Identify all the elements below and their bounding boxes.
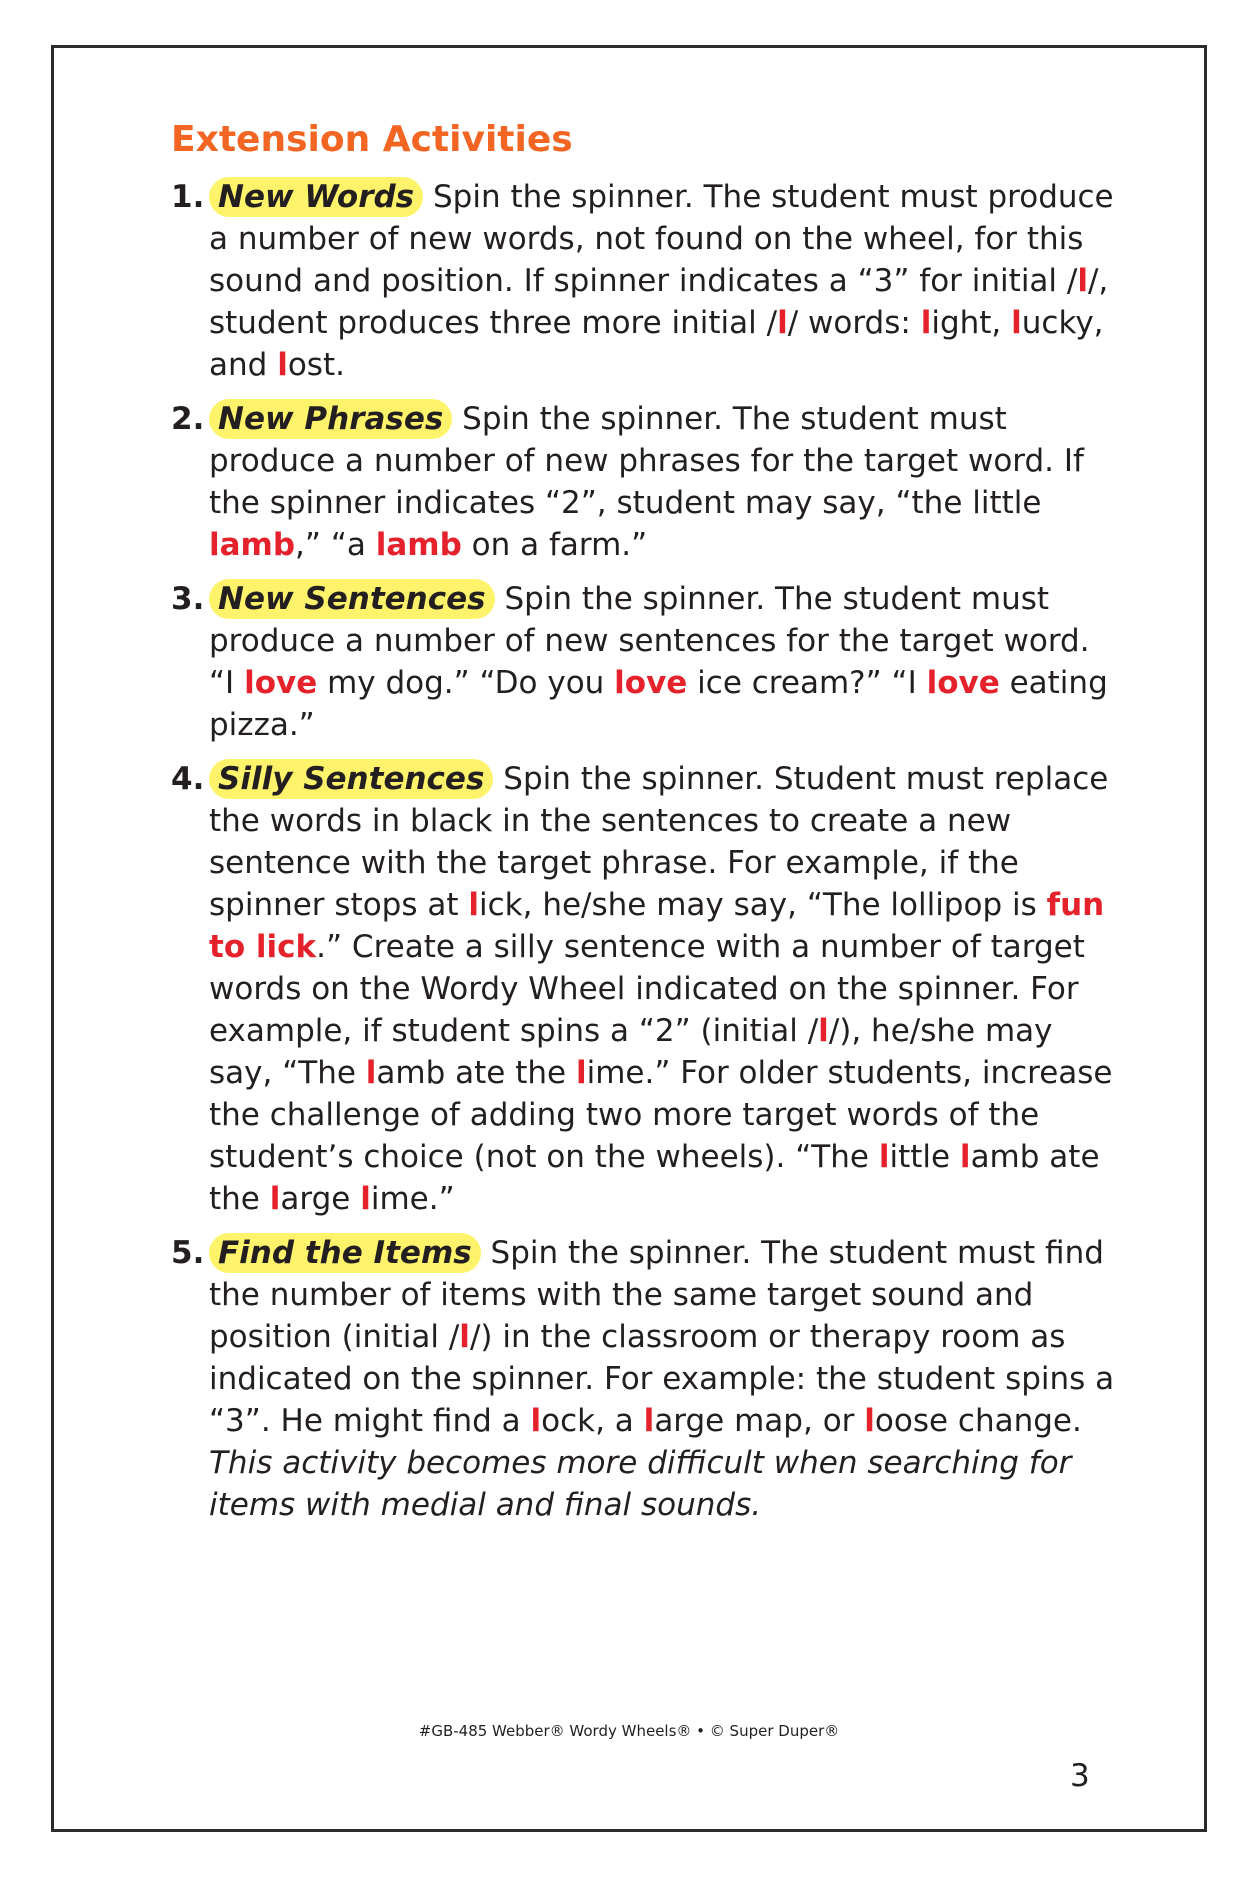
- target-sound-highlight: l: [530, 1403, 542, 1439]
- target-sound-highlight: l: [777, 305, 788, 341]
- target-sound-highlight: l: [468, 887, 480, 923]
- target-sound-highlight: love: [926, 665, 1000, 701]
- item-number: 1.: [171, 179, 205, 215]
- target-sound-highlight: l: [269, 1181, 281, 1217]
- target-sound-highlight: l: [1077, 263, 1088, 299]
- target-sound-highlight: love: [244, 665, 318, 701]
- target-sound-highlight: lamb: [375, 527, 462, 563]
- target-sound-highlight: fun to lick: [209, 887, 1105, 965]
- activity-title-tag: Silly Sentences: [209, 759, 493, 799]
- footer-credit: #GB-485 Webber® Wordy Wheels® • © Super Duper®: [418, 1722, 840, 1740]
- target-sound-highlight: l: [277, 347, 288, 383]
- activity-item-5: [0, 1232, 1117, 1526]
- section-heading: Extension Activities: [171, 119, 573, 160]
- target-sound-highlight: l: [365, 1055, 377, 1091]
- activity-item-2: [0, 398, 1117, 566]
- target-sound-highlight: l: [864, 1403, 875, 1439]
- item-number: 3.: [171, 581, 205, 617]
- activity-list: [0, 176, 1258, 1526]
- activity-title-tag: New Words: [209, 177, 423, 217]
- item-number: 5.: [171, 1235, 205, 1271]
- target-sound-highlight: l: [1011, 305, 1022, 341]
- target-sound-highlight: l: [643, 1403, 655, 1439]
- target-sound-highlight: l: [920, 305, 932, 341]
- target-sound-highlight: l: [575, 1055, 587, 1091]
- italic-note: This activity becomes more difficult when searching for items with medial and final sounds.: [209, 1445, 1072, 1523]
- activity-item-3: [0, 578, 1117, 746]
- activity-description: Spin the spinner. The student must produce a number of new sentences for the target word. “I love my dog.” “Do you love ice cream?” “I love eating pizza.”: [209, 581, 1108, 743]
- activity-item-4: [0, 758, 1117, 1220]
- activity-description: Spin the spinner. The student must produce a number of new words, not found on the wheel, for this sound and position. If spinner indicates a “3” for initial /l/, student produces three more initial /l/ words: light, lucky, and lost.: [209, 179, 1114, 383]
- target-sound-highlight: love: [614, 665, 688, 701]
- target-sound-highlight: l: [878, 1139, 890, 1175]
- activity-description: Spin the spinner. Student must replace the words in black in the sentences to create a new sentence with the target phrase. For example, if the spinner stops at lick, he/she may say, “The lollipop is fun to lick.” Create a silly sentence with a number of target words on the Wordy Wheel indicated on the spinner. For example, if student spins a “2” (initial /l/), he/she may say, “The lamb ate the lime.” For older students, increase the challenge of adding two more target words of the student’s choice (not on the wheels). “The little lamb ate the large lime.”: [209, 761, 1113, 1217]
- target-sound-highlight: l: [459, 1319, 470, 1355]
- target-sound-highlight: l: [360, 1181, 371, 1217]
- item-number: 4.: [171, 761, 205, 797]
- activity-item-1: [0, 176, 1117, 386]
- target-sound-highlight: lamb: [209, 527, 296, 563]
- item-number: 2.: [171, 401, 205, 437]
- activity-description: Spin the spinner. The student must produce a number of new phrases for the target word. If the spinner indicates “2”, student may say, “the little lamb,” “a lamb on a farm.”: [209, 401, 1084, 563]
- activity-title-tag: New Sentences: [209, 579, 495, 619]
- target-sound-highlight: l: [818, 1013, 829, 1049]
- target-sound-highlight: l: [959, 1139, 971, 1175]
- activity-title-tag: New Phrases: [209, 399, 452, 439]
- page-number: 3: [1070, 1758, 1090, 1794]
- activity-description: Spin the spinner. The student must find the number of items with the same target sound and position (initial /l/) in the classroom or therapy room as indicated on the spinner. For example: the student spins a “3”. He might find a lock, a large map, or loose change. This activity becomes more difficult when searching for items with medial and final sounds.: [209, 1235, 1115, 1523]
- activity-title-tag: Find the Items: [209, 1233, 481, 1273]
